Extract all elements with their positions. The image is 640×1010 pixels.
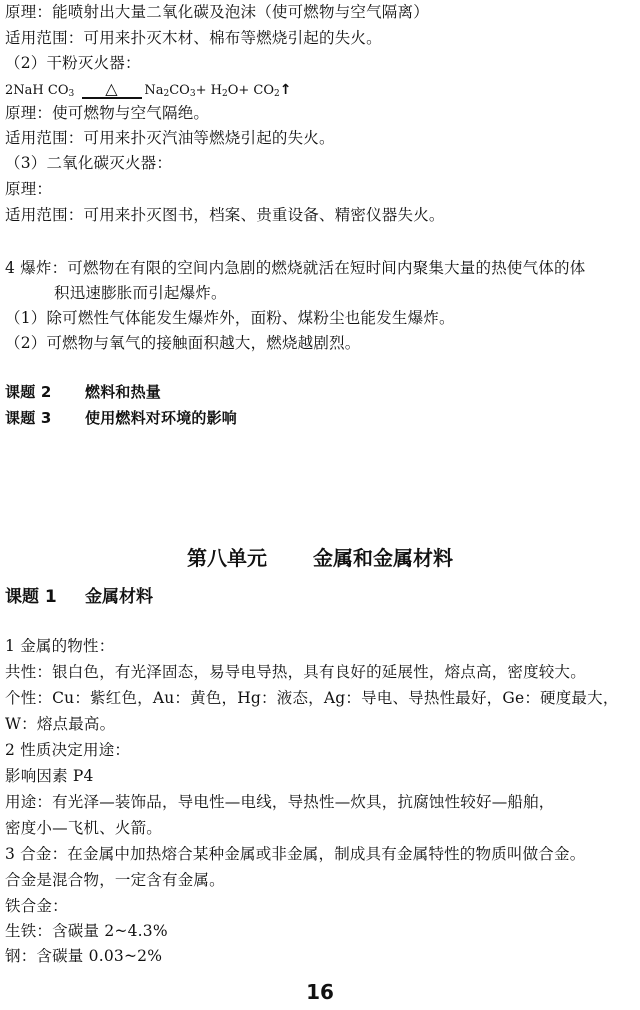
unit-lesson-1-number: 课题 1 <box>5 587 57 607</box>
lesson-2-title: 燃料和热量 <box>85 383 162 401</box>
explosion-item-2: （2）可燃物与氧气的接触面积越大，燃烧越剧烈。 <box>5 334 361 352</box>
explosion-line-1: 4 爆炸：可燃物在有限的空间内急剧的燃烧就活在短时间内聚集大量的热使气体的体 <box>5 259 586 277</box>
formula-reactant: 2NaH CO <box>5 83 69 98</box>
unit-lesson-1-title: 金属材料 <box>85 587 153 607</box>
foam-principle-line: 原理：能喷射出大量二氧化碳及泡沫（使可燃物与空气隔离） <box>5 3 429 21</box>
lesson-3-title: 使用燃料对环境的影响 <box>85 409 238 427</box>
lesson-2-number: 课题 2 <box>5 383 52 401</box>
co2-heading: （3）二氧化碳灭火器： <box>5 154 173 172</box>
unit-name: 金属和金属材料 <box>313 546 453 570</box>
lesson-3-number: 课题 3 <box>5 409 52 427</box>
metal-props-heading: 1 金属的物性： <box>5 637 115 655</box>
explosion-item-1: （1）除可燃性气体能发生爆炸外，面粉、煤粉尘也能发生爆炸。 <box>5 309 455 327</box>
alloy-mixture-line: 合金是混合物，一定含有金属。 <box>5 871 225 889</box>
formula-product-co-sub: 3 <box>189 89 196 99</box>
uses-line-2: 密度小—飞机、火箭。 <box>5 819 163 837</box>
steel-line: 钢：含碳量 0.03~2% <box>5 947 163 965</box>
formula-product-co: CO <box>169 83 190 98</box>
dry-powder-scope-line: 适用范围：可用来扑灭汽油等燃烧引起的失火。 <box>5 129 335 147</box>
formula-product-na: Na <box>144 83 164 98</box>
formula-reactant-sub: 3 <box>68 89 75 99</box>
page-number: 16 <box>306 980 334 1004</box>
unit-title <box>0 543 640 573</box>
lesson-3-heading <box>5 406 237 430</box>
co2-principle-line: 原理： <box>5 180 53 198</box>
iron-alloy-line: 铁合金： <box>5 897 68 915</box>
formula-product-na-sub: 2 <box>163 89 170 99</box>
formula-water-co2: O+ CO <box>227 83 274 98</box>
foam-scope-line: 适用范围：可用来扑灭木材、棉布等燃烧引起的失火。 <box>5 29 382 47</box>
individual-props-line-1: 个性：Cu：紫红色，Au：黄色，Hg：液态，Ag：导电、导热性最好，Ge：硬度最大， <box>5 689 619 707</box>
factors-line: 影响因素 P4 <box>5 767 94 785</box>
dry-powder-heading: （2）干粉灭火器： <box>5 54 141 72</box>
dry-powder-principle-line: 原理：使可燃物与空气隔绝。 <box>5 104 210 122</box>
pig-iron-line: 生铁：含碳量 2~4.3% <box>5 922 168 940</box>
formula-plus-h: + H <box>195 83 222 98</box>
heating-condition: △ <box>80 77 142 101</box>
common-props-line: 共性：银白色，有光泽固态，易导电导热，具有良好的延展性，熔点高，密度较大。 <box>5 663 586 681</box>
unit-number: 第八单元 <box>187 546 267 570</box>
uses-line-1: 用途：有光泽—装饰品，导电性—电线，导热性—炊具，抗腐蚀性较好—船舶， <box>5 793 555 811</box>
unit-lesson-1-heading <box>5 584 153 610</box>
alloy-definition-line: 3 合金：在金属中加热熔合某种金属或非金属，制成具有金属特性的物质叫做合金。 <box>5 845 586 863</box>
property-use-heading: 2 性质决定用途： <box>5 741 131 759</box>
formula-h-sub: 2 <box>221 89 228 99</box>
individual-props-line-2: W：熔点最高。 <box>5 715 116 733</box>
lesson-2-heading <box>5 380 161 404</box>
co2-scope-line: 适用范围：可用来扑灭图书，档案、贵重设备、精密仪器失火。 <box>5 206 445 224</box>
formula-co2-sub: 2 <box>273 89 280 99</box>
explosion-line-2: 积迅速膨胀而引起爆炸。 <box>54 284 227 302</box>
gas-arrow-icon: ↑ <box>279 82 292 98</box>
